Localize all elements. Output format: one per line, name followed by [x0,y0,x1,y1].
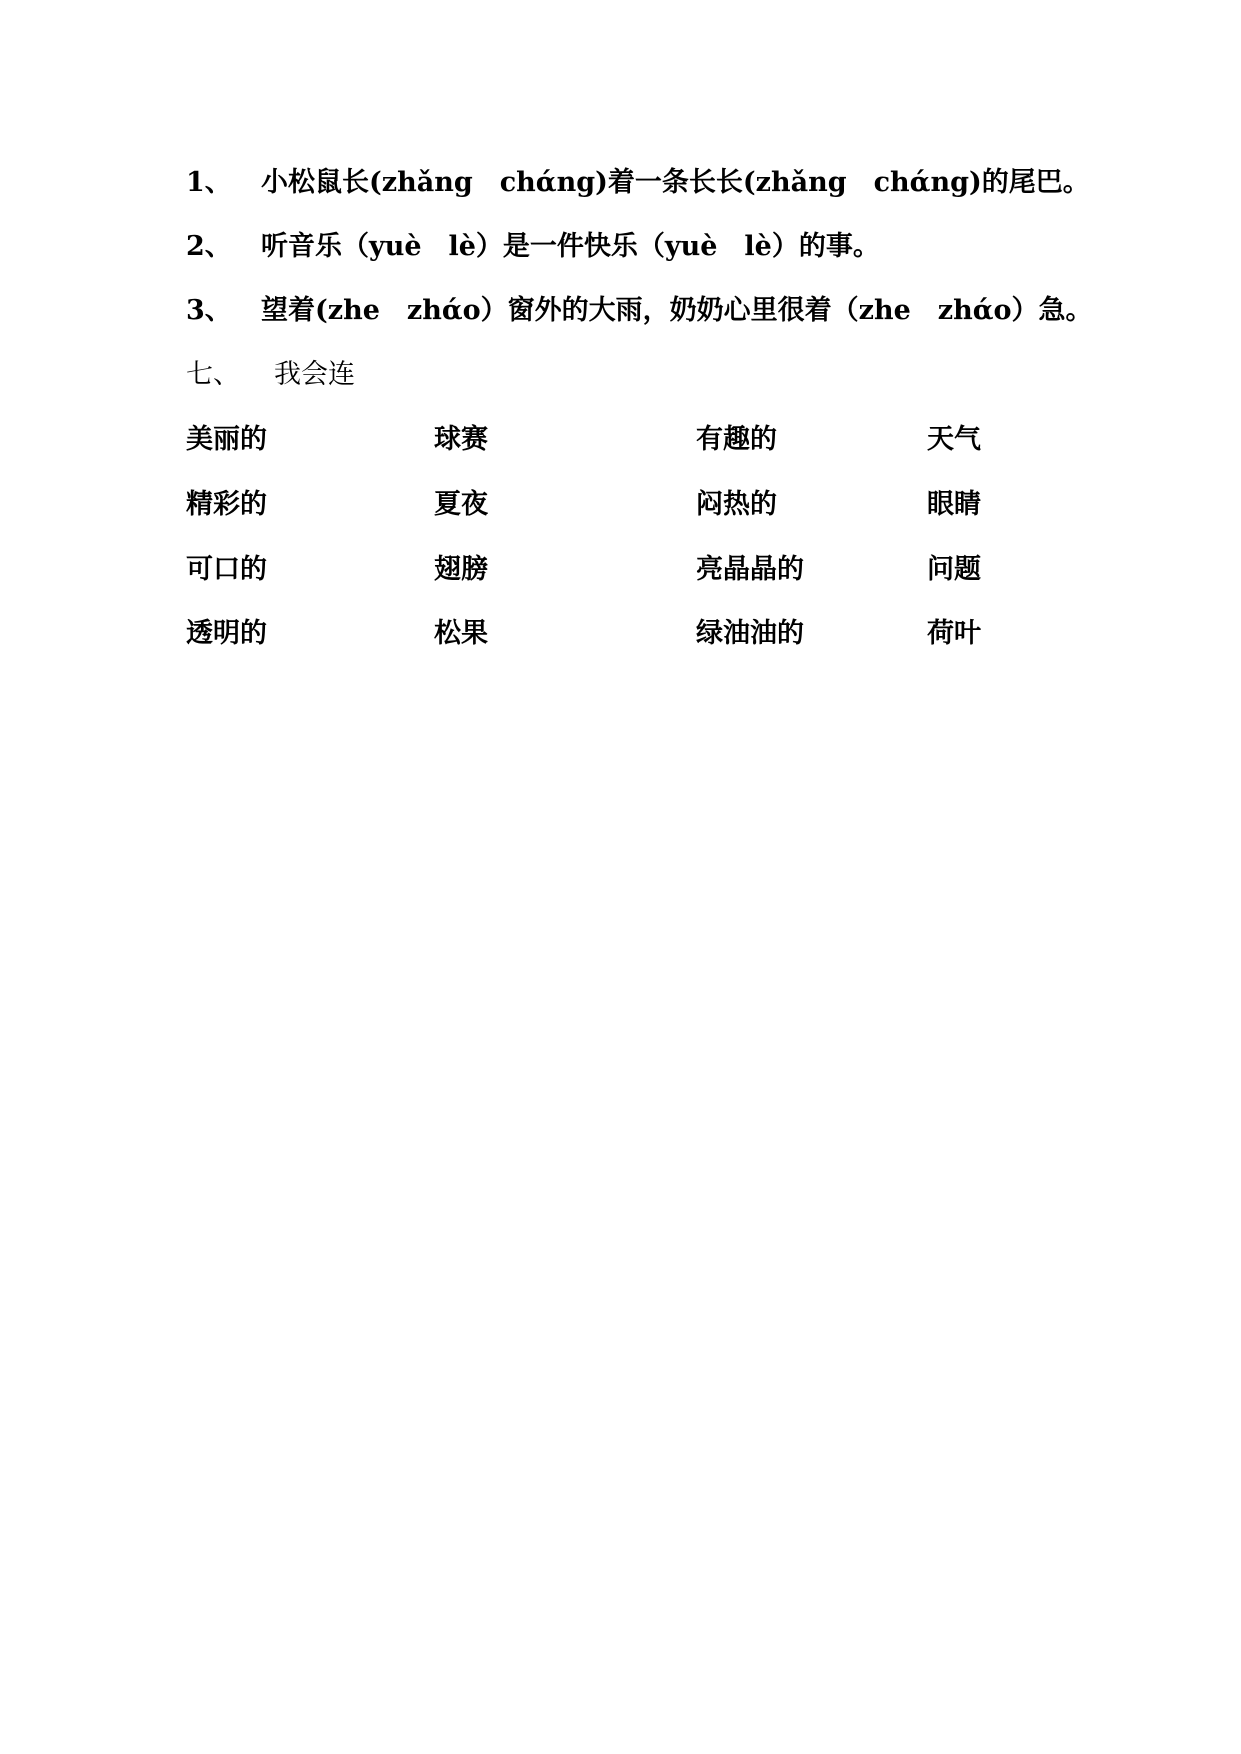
match-left-item: 绿油油的 [696,618,804,649]
question-number: 1、 [186,167,232,198]
match-right-item: 眼睛 [927,489,981,520]
match-right-item: 荷叶 [927,618,981,649]
match-left-item: 闷热的 [696,489,777,520]
match-left-item: 有趣的 [696,424,777,455]
question-text: 望着(zhe zhάo）窗外的大雨，奶奶心里很着（zhe zhάo）急。 [261,295,1093,326]
match-left-item: 精彩的 [186,489,267,520]
question-number: 2、 [186,231,232,262]
match-left-item: 透明的 [186,618,267,649]
match-right-item: 天气 [927,424,981,455]
question-text: 小松鼠长(zhǎng chάng)着一条长长(zhǎng chάng)的尾巴。 [261,167,1090,198]
section-title: 我会连 [274,359,355,390]
match-right-item: 球赛 [434,424,488,455]
question-2 [186,227,880,267]
match-right-item: 问题 [927,554,981,585]
match-left-item: 亮晶晶的 [696,554,804,585]
question-number: 3、 [186,295,232,326]
match-right-item: 松果 [434,618,488,649]
match-right-item: 夏夜 [434,489,488,520]
section-heading [186,355,355,395]
match-right-item: 翅膀 [434,554,488,585]
section-number: 七、 [186,359,240,390]
question-text: 听音乐（yuè lè）是一件快乐（yuè lè）的事。 [261,231,880,262]
match-left-item: 可口的 [186,554,267,585]
match-left-item: 美丽的 [186,424,267,455]
question-1 [186,163,1090,203]
question-3 [186,291,1093,331]
